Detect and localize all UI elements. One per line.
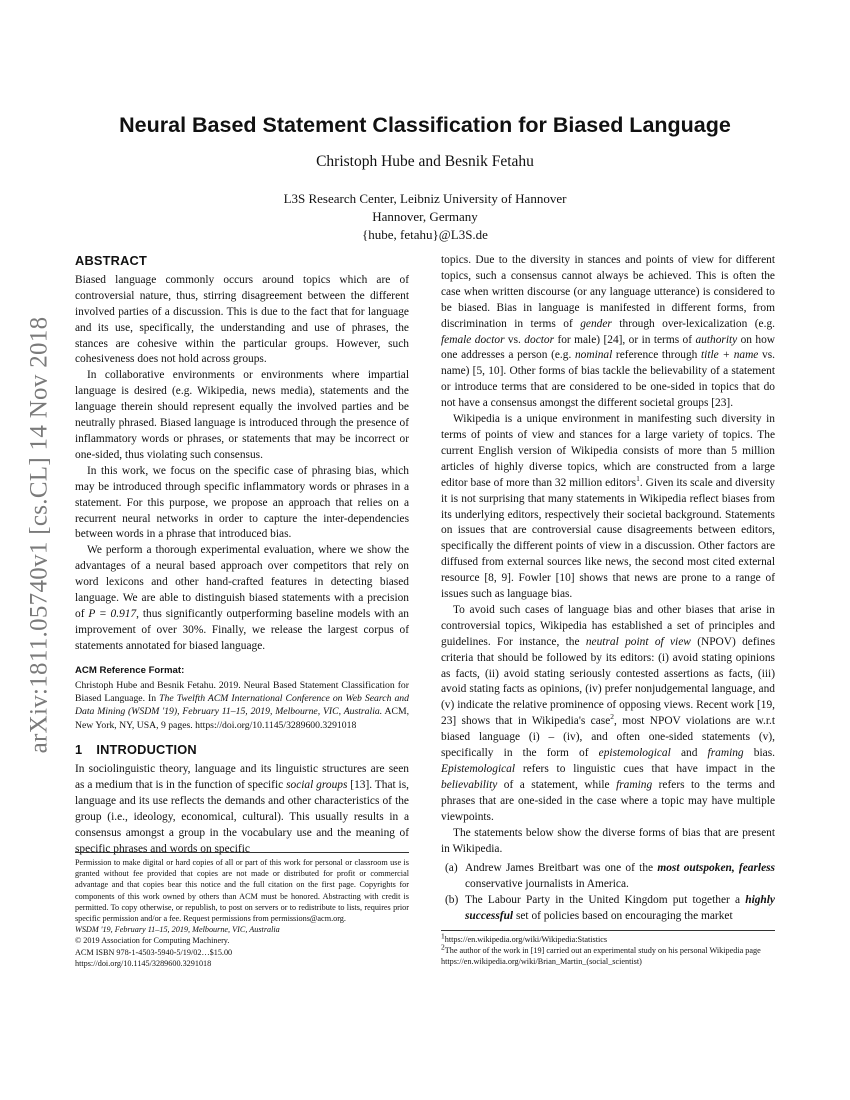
affiliation-email: {hube, fetahu}@L3S.de [362,227,488,242]
intro-social-groups: social groups [286,779,348,791]
right-p1-g: vs. name) [5, 10]. Other forms of bias tackle the believability of a statement or introduce terms that are considered to be one-sided in topics that do not have a consensus amongst the different societal groups [23]. [441,349,775,410]
list-item [441,861,775,893]
bias-examples-list [441,861,775,925]
footnotes [441,930,775,968]
term-female-doctor: female doctor [441,333,505,346]
term-epistemological: epistemological [598,747,671,760]
term-believability: believability [441,778,498,791]
list-item-biased-phrase: highly successful [465,894,775,923]
right-p2-b: . Given its scale and diversity it is not surprising that many statements in Wikipedia reflect biases from its underlying editors, respectively their societal background. Statements on issues that are controversial cause disagreements between editors, specifically the different points of view in a discussion. Other factors are diffused from external sources like news, the second most cited external resource [8, 9]. Fowler [10] shows that news are prone to a range of issues such as language bias. [441,476,775,601]
paper-authors: Christoph Hube and Besnik Fetahu [316,153,534,170]
term-framing: framing [707,747,744,760]
footnote-ref-2: 2 [610,712,615,722]
left-column [75,253,409,858]
introduction-paragraph-1 [75,762,409,857]
footnote-ref-1: 1 [636,473,640,483]
permission-doi: https://doi.org/10.1145/3289600.3291018 [75,958,212,968]
right-p1-a: topics. Due to the diversity in stances and points of view for different topics, such a consensus cannot always be achieved. This is often the case when written discourse (or any language utterance) is considered to be biased. Bias in language is manifested in different forms, from discrimination in terms of [441,254,775,330]
permission-notice [75,852,409,969]
right-paragraph-3 [441,603,775,826]
paper-title: Neural Based Statement Classification for Biased Language [119,113,731,137]
acm-reference-text [75,679,409,733]
right-column [441,253,775,925]
footnote-2-number: 2 [441,942,445,952]
affiliation-line-2: Hannover, Germany [372,209,478,224]
affiliation [60,190,790,244]
term-gender: gender [580,317,612,330]
right-p3-a: To avoid such cases of language bias and other biases that arise in controversial topics, Wikipedia has established a set of principles and guidelines. For instance, the [441,603,775,648]
arxiv-identifier-text: arXiv:1811.05740v1 [cs.CL] 14 Nov 2018 [25,316,53,754]
abstract-paragraph-1: Biased language commonly occurs around topics which are of controversial nature, thus, stirring disagreement between the different involved parties of a discussion. This is due to the fact that for language and its use, specifically, the understanding and use of phrases, the stances are cohesive within the particular groups. However, such cohesiveness does not hold across groups. [75,273,409,366]
footnote-1-text: https://en.wikipedia.org/wiki/Wikipedia:Statistics [444,935,608,944]
term-npov: neutral point of view [585,635,691,648]
right-p1-c: vs. [504,333,525,346]
list-item-text-a: Andrew James Breitbart was one of the [465,862,658,875]
right-p3-e: bias. [743,747,775,760]
term-doctor: doctor [524,333,555,346]
right-p1-b: through over-lexicalization (e.g. [611,317,776,330]
right-paragraph-2 [441,412,775,603]
permission-venue: WSDM '19, February 11–15, 2019, Melbourne, VIC, Australia [75,925,280,935]
right-p3-b: (NPOV) defines criteria that should be followed by its editors: (i) avoid stating opinions as facts, (ii) avoid stating seriously contested assertions as facts, (iii) avoid stating facts as opinions, (iv) prefer nonjudgemental language, and (v) indicate the relative prominence of opposing views. Recent work [19, 23] shows that in Wikipedia's case [441,635,776,728]
acm-reference-heading: ACM Reference Format: [75,664,185,676]
right-p3-d: and [670,747,708,760]
footnote-1-number: 1 [441,931,445,941]
arxiv-identifier [14,290,64,780]
abstract-paragraph-2: In collaborative environments or environments where impartial language is desired (e.g. Wikipedia, news media), statements and the language therein should represent equally the involved parties and be neutrally phrased. Biased language is introduced through the presence of inflammatory words or phrases, or statements that may be incorrect or one-sided, thus violating such consensus. [75,369,409,461]
term-epistemological-2: Epistemological [441,763,516,775]
right-p3-f: refers to linguistic cues that have impact in the [515,763,775,775]
right-p1-f: reference through [612,349,702,362]
right-p3-c: , most NPOV violations are w.r.t biased language (i) – (iv), and often one-sided statements (v), specifically in the form of [441,715,775,760]
abstract-p4-part-a: We perform a thorough experimental evaluation, where we show the advantages of a neural based approach over competitors that rely on word lexicons and other hand-crafted features in detecting biased language. We are able to distinguish biased statements with a precision of [75,544,409,620]
term-title-name: title + name [701,349,759,362]
right-p1-d: for male) [24], or in terms of [554,333,696,346]
permission-text: Permission to make digital or hard copies of all or part of this work for personal or classroom use is granted without fee provided that copies are not made or distributed for profit or commercial advantage and that copies bear this notice and the full citation on the first page. Copyrights for components of this work owned by others than ACM must be honored. Abstracting with credit is permitted. To copy otherwise, or republish, to post on servers or to redistribute to lists, requires prior specific permission and/or a fee. Request permissions from permissions@acm.org. [75,858,409,924]
list-item-label: (b) [445,894,459,907]
list-item [441,893,775,925]
introduction-number: 1 [75,742,83,758]
permission-isbn: ACM ISBN 978-1-4503-5940-5/19/02…$15.00 [75,947,233,957]
right-p3-g: of a statement, while [497,778,617,791]
right-p2-a: Wikipedia is a unique environment in manifesting such diversity in terms of points of view and stances for a large variety of topics. The current English version of Wikipedia consists of more than 5 million articles of highly diverse topics, which are constructed from a large editor base of more than 32 million editors [441,413,775,489]
intro-p1-part-a: In sociolinguistic theory, language and its linguistic structures are seen as a medium that is in the function of specific [75,763,409,791]
acm-reference-venue: The Twelfth ACM International Conference on Web Search and Data Mining (WSDM '19), February 11–15, 2019, Melbourne, VIC, Australia. [75,692,409,718]
precision-value: P = 0.917 [88,607,137,620]
abstract-heading: ABSTRACT [75,253,147,268]
list-item-label: (a) [445,862,458,875]
list-item-text-b: conservative journalists in America. [465,878,629,891]
intro-p1-part-b: [13]. That is, language and its use reflects the demands and other characteristics of the group (i.e., ideology, economical, cultural). This usually results in a consensus amongst a group in the vocabulary use and the meaning of specific phrases and words on specific [75,779,410,855]
term-authority: authority [695,333,738,346]
abstract-paragraph-4 [75,543,409,654]
acm-reference-part-a: Christoph Hube and Besnik Fetahu. 2019. Neural Based Statement Classification for Biased Language. In [75,679,409,704]
right-paragraph-1 [441,253,775,412]
right-p1-e: on how one addresses a person (e.g. [441,333,776,362]
affiliation-line-1: L3S Research Center, Leibniz University of Hannover [283,191,567,206]
term-nominal: nominal [574,349,613,362]
right-paragraph-4: The statements below show the diverse forms of bias that are present in Wikipedia. [441,826,775,855]
footnote-2-text: The author of the work in [19] carried out an experimental study on his personal Wikipedia page https://en.wikipedia.org/wiki/Brian_Martin_(social_scientist) [441,946,761,967]
list-item-biased-phrase: most outspoken, fearless [657,862,775,875]
right-p3-h: refers to the terms and phrases that are one-sided in the case where a topic may have multiple viewpoints. [441,778,775,823]
introduction-title: INTRODUCTION [96,742,197,758]
abstract-paragraph-3: In this work, we focus on the specific case of phrasing bias, which may be introduced through specific inflammatory words or phrases in a statement. For this purpose, we propose an approach that relies on a recurrent neural networks in order to capture the inter-dependencies between words in a phrase that introduced bias. [75,464,409,541]
list-item-text-b: set of policies based on encouraging the market [513,910,733,923]
acm-reference-part-b: ACM, New York, NY, USA, 9 pages. https://doi.org/10.1145/3289600.3291018 [75,706,409,731]
introduction-heading [75,742,409,758]
abstract-p4-part-b: , thus significantly outperforming baseline models with an improvement of over 30%. Finally, we release the largest corpus of statements annotated for biased language. [75,607,409,652]
permission-copyright: © 2019 Association for Computing Machinery. [75,936,230,946]
footnote-1 [441,931,775,945]
footnote-2 [441,942,775,967]
term-framing-2: framing [616,778,653,791]
list-item-text-a: The Labour Party in the United Kingdom put together a [465,894,746,907]
